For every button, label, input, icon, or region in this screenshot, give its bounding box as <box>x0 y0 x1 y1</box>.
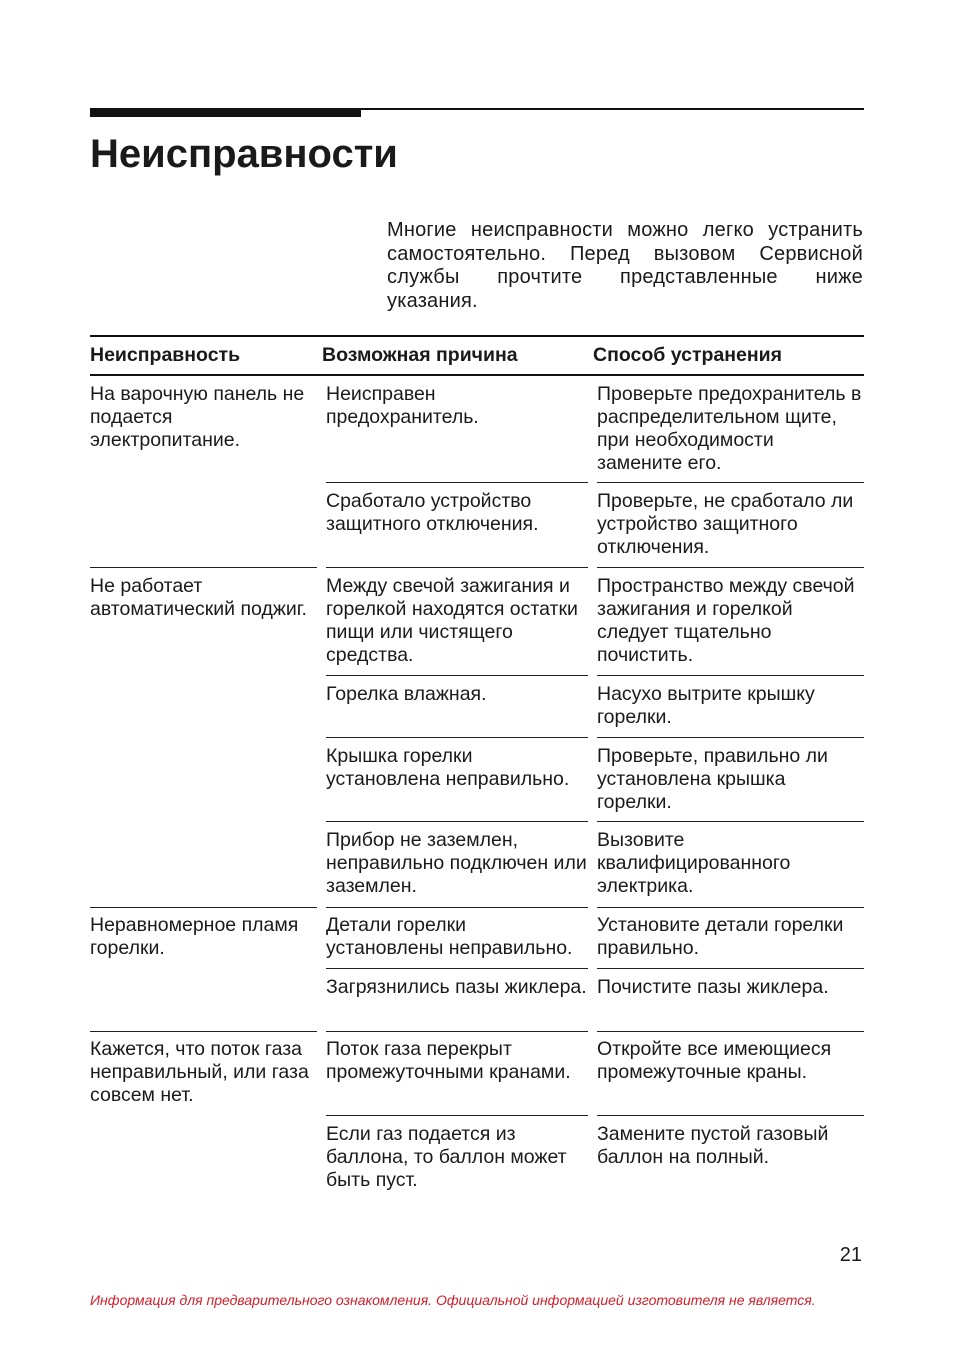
row-rule <box>326 675 588 676</box>
row-rule <box>326 821 588 822</box>
row-rule <box>597 737 864 738</box>
cause-cell: Между свечой зажигания и горелкой находятся остатки пищи или чистящего средства. <box>326 575 578 666</box>
cause-cell: Прибор не заземлен, неправильно подключен или заземлен. <box>326 829 587 897</box>
group-rule <box>90 907 317 908</box>
disclaimer: Информация для предварительного ознакомления. Официальной информацией изготовителя не является. <box>90 1292 816 1308</box>
cause-cell: Сработало устройство защитного отключения. <box>326 490 539 535</box>
cause-cell: Если газ подается из баллона, то баллон может быть пуст. <box>326 1123 567 1191</box>
fix-cell: Замените пустой газовый баллон на полный. <box>597 1123 829 1168</box>
cause-cell: Горелка влажная. <box>326 683 487 705</box>
row-rule <box>326 482 588 483</box>
table-header-rule <box>90 374 864 376</box>
fix-cell: Проверьте, не сработало ли устройство защитного отключения. <box>597 490 854 558</box>
header-problem: Неисправность <box>90 344 241 366</box>
row-rule <box>326 1115 588 1116</box>
row-rule <box>326 567 588 568</box>
row-rule <box>597 675 864 676</box>
intro-paragraph: Многие неисправности можно легко устранить самостоятельно. Перед вызовом Сервисной службы прочтите представленные ниже указания. <box>387 219 863 312</box>
problem-cell: На варочную панель не подается электропитание. <box>90 383 305 451</box>
row-rule <box>326 968 588 969</box>
cause-cell: Крышка горелки установлена неправильно. <box>326 745 570 790</box>
fix-cell: Установите детали горелки правильно. <box>597 914 844 959</box>
cause-cell: Загрязнились пазы жиклера. <box>326 976 587 998</box>
problem-cell: Неравномерное пламя горелки. <box>90 914 299 959</box>
header-cause: Возможная причина <box>322 344 518 366</box>
row-rule <box>326 907 588 908</box>
row-rule <box>326 737 588 738</box>
cause-cell: Поток газа перекрыт промежуточными кранами. <box>326 1038 571 1083</box>
problem-cell: Не работает автоматический поджиг. <box>90 575 307 620</box>
cause-cell: Неисправен предохранитель. <box>326 383 479 428</box>
cause-cell: Детали горелки установлены неправильно. <box>326 914 573 959</box>
row-rule <box>597 968 864 969</box>
fix-cell: Проверьте, правильно ли установлена крышка горелки. <box>597 745 828 813</box>
page-number: 21 <box>839 1244 862 1266</box>
fix-cell: Насухо вытрите крышку горелки. <box>597 683 815 728</box>
page-title: Неисправности <box>90 132 398 176</box>
row-rule <box>597 821 864 822</box>
row-rule <box>597 1115 864 1116</box>
row-rule <box>597 1031 864 1032</box>
group-rule <box>90 567 317 568</box>
title-rule-thick <box>90 108 361 117</box>
fix-cell: Вызовите квалифицированного электрика. <box>597 829 791 897</box>
fix-cell: Откройте все имеющиеся промежуточные краны. <box>597 1038 832 1083</box>
header-fix: Способ устранения <box>593 344 783 366</box>
row-rule <box>597 907 864 908</box>
row-rule <box>597 482 864 483</box>
title-rule-thin <box>361 108 864 110</box>
fix-cell: Проверьте предохранитель в распределительном щите, при необходимости замените его. <box>597 383 862 474</box>
table-top-rule <box>90 335 864 337</box>
group-rule <box>90 1031 317 1032</box>
fix-cell: Почистите пазы жиклера. <box>597 976 829 998</box>
problem-cell: Кажется, что поток газа неправильный, или газа совсем нет. <box>90 1038 309 1106</box>
row-rule <box>326 1031 588 1032</box>
fix-cell: Пространство между свечой зажигания и горелкой следует тщательно почистить. <box>597 575 855 666</box>
row-rule <box>597 567 864 568</box>
